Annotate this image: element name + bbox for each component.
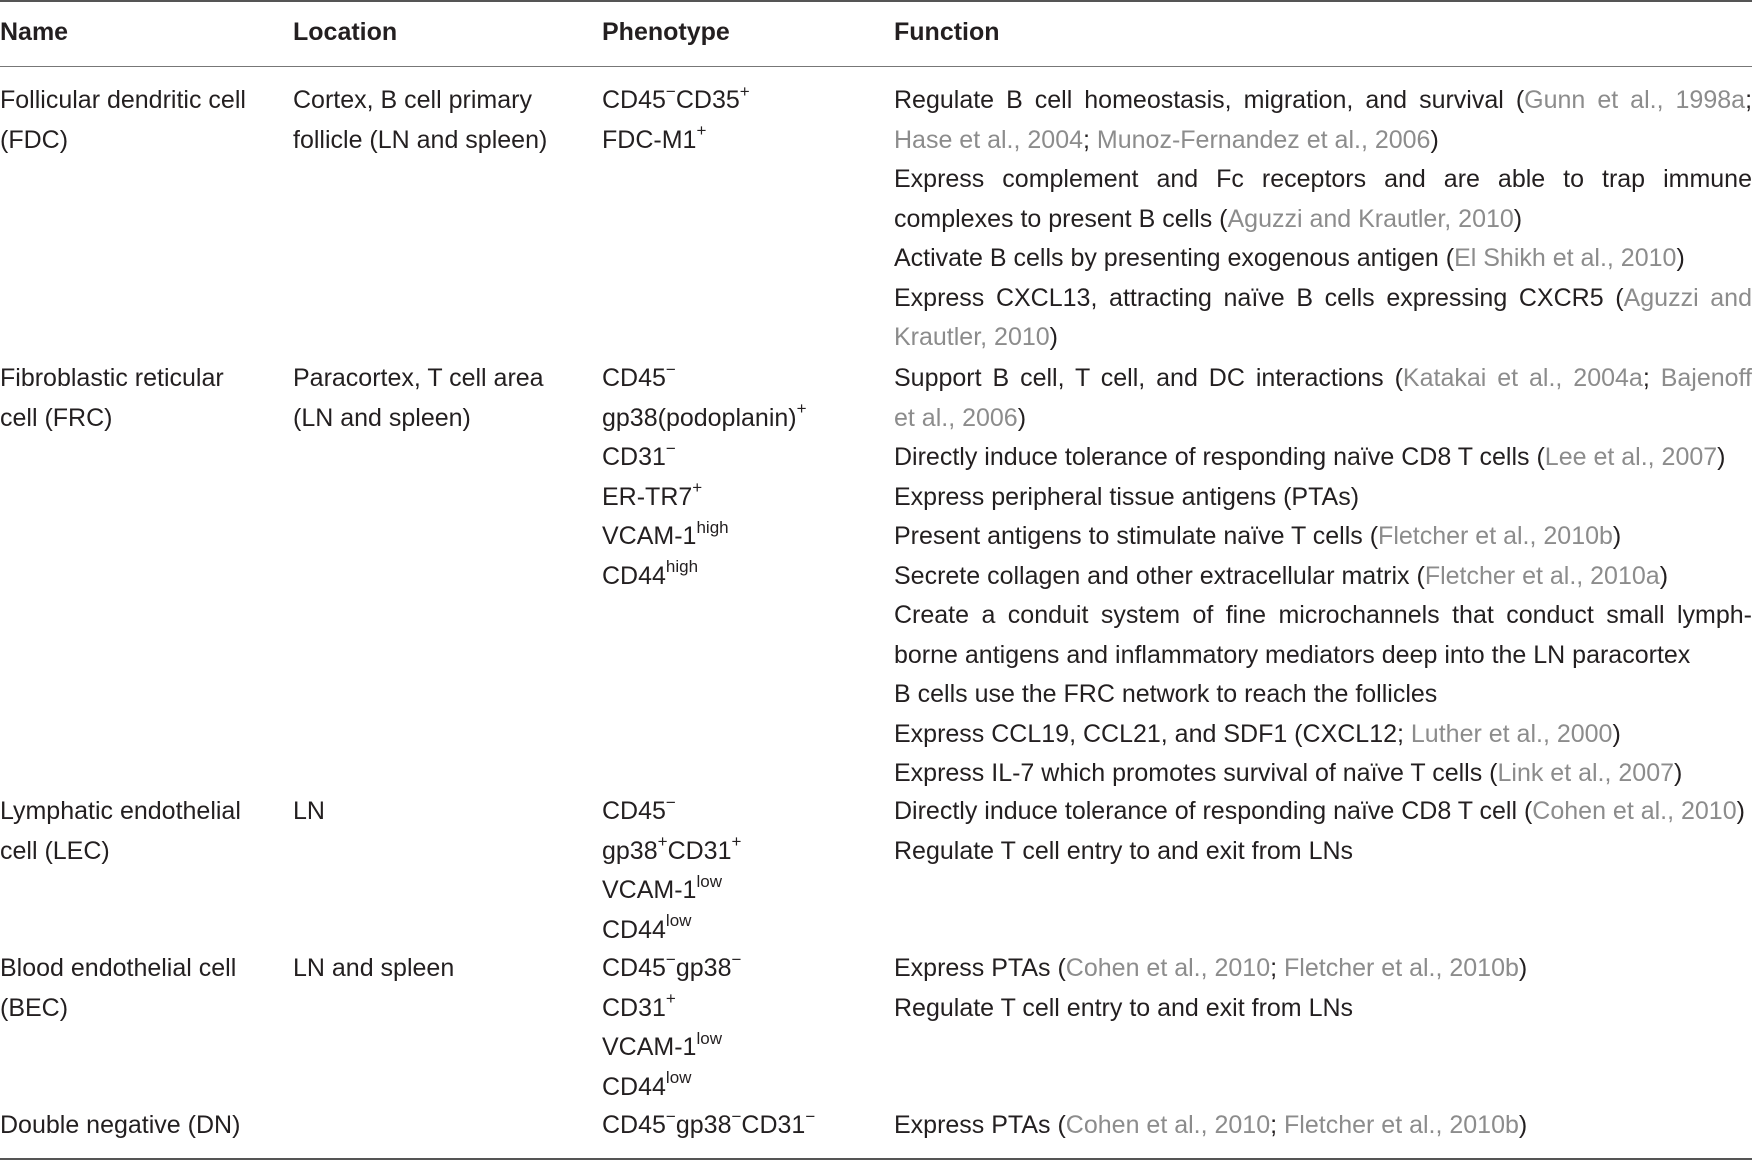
function-item: [894, 989, 1752, 1029]
header-name: Name: [0, 18, 69, 46]
function-line: [894, 832, 1752, 872]
reference-link[interactable]: Link et al., 2007: [1497, 759, 1674, 787]
reference-link[interactable]: Fletcher et al., 2010a: [1424, 561, 1660, 590]
text-segment: −: [665, 792, 676, 812]
text-segment: ): [1612, 719, 1621, 748]
reference-link[interactable]: Hase et al., 2004: [894, 125, 1084, 154]
name-line: cell (LEC): [0, 836, 110, 865]
function-line: [894, 792, 1752, 832]
text-segment: ): [1676, 244, 1685, 272]
cell-phenotype: [602, 792, 741, 950]
text-segment: CD31: [741, 1111, 806, 1139]
name-line: Lymphatic endothelial: [0, 797, 241, 825]
cell-location: [293, 81, 547, 160]
text-segment: Regulate B cell homeostasis, migration, and survival (: [894, 86, 1525, 114]
function-item: [894, 359, 1752, 438]
text-segment: FDC-M1: [602, 125, 697, 154]
text-segment: CD35: [675, 86, 740, 114]
text-segment: borne antigens and inflammatory mediators deep into the LN paracortex: [894, 640, 1691, 669]
text-segment: CD44: [602, 915, 666, 944]
function-item: [894, 81, 1752, 160]
text-segment: +: [657, 832, 668, 852]
text-segment: gp38: [675, 954, 732, 982]
text-segment: Regulate T cell entry to and exit from LNs: [894, 993, 1354, 1022]
text-segment: CD31: [602, 443, 666, 471]
function-line: [894, 81, 1752, 121]
reference-link[interactable]: Fletcher et al., 2010b: [1284, 1111, 1519, 1139]
cell-name: [0, 1106, 240, 1146]
text-segment: complexes to present B cells (: [894, 204, 1228, 233]
text-segment: −: [731, 949, 742, 969]
reference-link[interactable]: Luther et al., 2000: [1410, 719, 1613, 748]
location-line: Paracortex, T cell area: [293, 364, 544, 392]
function-line: [894, 121, 1752, 161]
text-segment: high: [696, 517, 729, 537]
text-segment: Activate B cells by presenting exogenous antigen (: [894, 244, 1455, 272]
text-segment: −: [665, 949, 676, 969]
location-line: follicle (LN and spleen): [293, 125, 548, 154]
phenotype-line: [602, 478, 807, 518]
location-line: LN and spleen: [293, 954, 455, 982]
text-segment: ): [1518, 1111, 1528, 1139]
function-item: [894, 160, 1752, 239]
text-segment: Create a conduit system of fine microchannels that conduct small lymph-: [894, 601, 1752, 629]
reference-link[interactable]: Cohen et al., 2010: [1065, 1111, 1271, 1139]
phenotype-line: [602, 557, 807, 597]
text-segment: Present antigens to stimulate naïve T cells (: [894, 522, 1379, 550]
function-line: [894, 359, 1752, 399]
function-line: [894, 517, 1752, 557]
text-segment: −: [665, 438, 676, 458]
text-segment: ): [1736, 797, 1745, 825]
function-item: [894, 596, 1752, 675]
reference-link[interactable]: Aguzzi and Krautler, 2010: [1227, 204, 1514, 233]
text-segment: ): [1513, 204, 1523, 233]
function-item: [894, 675, 1752, 715]
function-line: [894, 478, 1752, 518]
text-segment: −: [665, 1106, 676, 1126]
function-line: [894, 399, 1752, 439]
text-segment: VCAM-1: [602, 1033, 697, 1061]
text-segment: ): [1674, 759, 1683, 787]
text-segment: Directly induce tolerance of responding naïve CD8 T cells (: [894, 443, 1545, 471]
text-segment: CD45: [602, 1111, 666, 1139]
text-segment: ): [1518, 954, 1528, 982]
cell-location: [293, 359, 544, 438]
table-bottom-rule: [0, 1158, 1752, 1160]
function-line: [894, 200, 1752, 240]
text-segment: −: [731, 1106, 742, 1126]
function-item: [894, 792, 1752, 832]
name-line: Fibroblastic reticular: [0, 364, 224, 392]
function-item: [894, 279, 1752, 358]
reference-link[interactable]: Krautler, 2010: [894, 323, 1050, 351]
text-segment: high: [665, 557, 699, 577]
text-segment: CD44: [602, 561, 666, 590]
text-segment: Regulate T cell entry to and exit from LNs: [894, 836, 1354, 865]
cell-function: [894, 792, 1752, 871]
phenotype-line: [602, 911, 741, 951]
reference-link[interactable]: El Shikh et al., 2010: [1454, 244, 1677, 272]
function-line: [894, 160, 1752, 200]
name-line: (BEC): [0, 993, 69, 1022]
text-segment: low: [665, 911, 692, 931]
reference-link[interactable]: Lee et al., 2007: [1544, 443, 1718, 471]
function-line: [894, 1106, 1752, 1146]
text-segment: −: [665, 81, 676, 101]
name-line: (FDC): [0, 125, 69, 154]
text-segment: ;: [1745, 86, 1752, 114]
reference-link[interactable]: Cohen et al., 2010: [1065, 954, 1271, 982]
phenotype-line: [602, 399, 807, 439]
location-line: Cortex, B cell primary: [293, 86, 532, 114]
text-segment: Secrete collagen and other extracellular matrix (: [894, 561, 1425, 590]
phenotype-line: [602, 832, 741, 872]
text-segment: ;: [1270, 1111, 1285, 1139]
text-segment: ): [1717, 443, 1726, 471]
text-segment: +: [692, 478, 703, 498]
text-segment: low: [665, 1068, 692, 1088]
text-segment: CD31: [667, 836, 732, 865]
text-segment: CD31: [602, 993, 666, 1022]
table-top-rule: [0, 0, 1752, 2]
name-line: cell (FRC): [0, 403, 113, 432]
cell-function: [894, 359, 1752, 794]
text-segment: ;: [1270, 954, 1285, 982]
name-line: Follicular dendritic cell: [0, 86, 246, 114]
cell-function: [894, 81, 1752, 358]
text-segment: ER-TR7: [602, 482, 693, 511]
phenotype-line: [602, 359, 807, 399]
cell-name: [0, 792, 241, 871]
function-item: [894, 239, 1752, 279]
location-line: LN: [293, 797, 325, 825]
text-segment: +: [731, 832, 742, 852]
text-segment: +: [696, 121, 707, 141]
cell-function: [894, 1106, 1752, 1146]
reference-link[interactable]: Bajenoff: [1660, 364, 1752, 392]
text-segment: CD45: [602, 364, 666, 392]
text-segment: gp38(podoplanin): [602, 403, 797, 432]
phenotype-line: [602, 1068, 741, 1108]
text-segment: Support B cell, T cell, and DC interactions (: [894, 364, 1403, 392]
function-item: [894, 557, 1752, 597]
text-segment: B cells use the FRC network to reach the follicles: [894, 680, 1438, 708]
text-segment: ;: [1642, 364, 1661, 392]
cell-phenotype: [602, 1106, 815, 1146]
text-segment: low: [696, 1028, 722, 1048]
phenotype-line: [602, 121, 750, 161]
function-item: [894, 478, 1752, 518]
cell-phenotype: [602, 949, 741, 1107]
reference-link[interactable]: Fletcher et al., 2010b: [1284, 954, 1519, 982]
function-line: [894, 438, 1752, 478]
function-item: [894, 949, 1752, 989]
location-line: (LN and spleen): [293, 403, 471, 432]
text-segment: +: [739, 81, 750, 101]
function-item: [894, 832, 1752, 872]
phenotype-line: [602, 871, 741, 911]
function-item: [894, 517, 1752, 557]
text-segment: VCAM-1: [602, 876, 697, 904]
text-segment: gp38: [675, 1111, 732, 1139]
text-segment: VCAM-1: [602, 522, 697, 550]
text-segment: Express CCL19, CCL21, and SDF1 (CXCL12;: [894, 719, 1411, 748]
cell-phenotype: [602, 81, 750, 160]
header-rule: [0, 66, 1752, 67]
text-segment: Directly induce tolerance of responding naïve CD8 T cell (: [894, 797, 1533, 825]
text-segment: ): [1612, 522, 1622, 550]
text-segment: ): [1430, 125, 1439, 154]
reference-link[interactable]: Munoz-Fernandez et al., 2006: [1096, 125, 1431, 154]
function-item: [894, 754, 1752, 794]
reference-link[interactable]: Cohen et al., 2010: [1532, 797, 1737, 825]
text-segment: ): [1017, 403, 1027, 432]
phenotype-line: [602, 517, 807, 557]
function-item: [894, 438, 1752, 478]
text-segment: ): [1049, 323, 1058, 351]
function-line: [894, 557, 1752, 597]
header-phenotype: Phenotype: [602, 18, 730, 46]
text-segment: Express peripheral tissue antigens (PTAs): [894, 482, 1360, 511]
text-segment: gp38: [602, 836, 658, 865]
reference-link[interactable]: Katakai et al., 2004a: [1402, 364, 1643, 392]
function-line: [894, 754, 1752, 794]
function-item: [894, 1106, 1752, 1146]
name-line: Blood endothelial cell: [0, 954, 237, 982]
text-segment: +: [796, 399, 807, 419]
text-segment: Express complement and Fc receptors and are able to trap immune: [894, 165, 1752, 193]
cell-name: [0, 81, 246, 160]
reference-link[interactable]: Aguzzi and: [1623, 283, 1752, 312]
text-segment: +: [665, 989, 676, 1009]
function-line: [894, 715, 1752, 755]
text-segment: CD45: [602, 954, 666, 982]
cell-function: [894, 949, 1752, 1028]
phenotype-line: [602, 989, 741, 1029]
name-line: Double negative (DN): [0, 1111, 241, 1139]
text-segment: Express CXCL13, attracting naïve B cells expressing CXCR5 (: [894, 283, 1624, 312]
header-location: Location: [293, 18, 398, 46]
reference-link[interactable]: Fletcher et al., 2010b: [1378, 522, 1613, 550]
text-segment: CD44: [602, 1072, 666, 1101]
phenotype-line: [602, 949, 741, 989]
text-segment: Express PTAs (: [894, 954, 1066, 982]
phenotype-line: [602, 1106, 815, 1146]
text-segment: ;: [1083, 125, 1097, 154]
cell-location: [293, 792, 325, 832]
text-segment: low: [696, 871, 722, 891]
cell-phenotype: [602, 359, 807, 596]
reference-link[interactable]: Gunn et al., 1998a: [1524, 86, 1746, 114]
text-segment: Express PTAs (: [894, 1111, 1066, 1139]
cell-location: [293, 949, 454, 989]
function-item: [894, 715, 1752, 755]
function-line: [894, 949, 1752, 989]
cell-name: [0, 359, 224, 438]
function-line: [894, 239, 1752, 279]
function-line: [894, 675, 1752, 715]
phenotype-line: [602, 81, 750, 121]
text-segment: Express IL-7 which promotes survival of naïve T cells (: [894, 759, 1498, 787]
reference-link[interactable]: et al., 2006: [894, 403, 1018, 432]
phenotype-line: [602, 792, 741, 832]
function-line: [894, 989, 1752, 1029]
text-segment: ): [1659, 561, 1669, 590]
cell-name: [0, 949, 236, 1028]
header-function: Function: [894, 18, 1000, 46]
text-segment: −: [805, 1106, 816, 1126]
text-segment: −: [665, 359, 676, 379]
text-segment: CD45: [602, 797, 666, 825]
function-line: [894, 596, 1752, 636]
phenotype-line: [602, 1028, 741, 1068]
phenotype-line: [602, 438, 807, 478]
function-line: [894, 636, 1752, 676]
function-line: [894, 318, 1752, 358]
function-line: [894, 279, 1752, 319]
text-segment: CD45: [602, 86, 666, 114]
